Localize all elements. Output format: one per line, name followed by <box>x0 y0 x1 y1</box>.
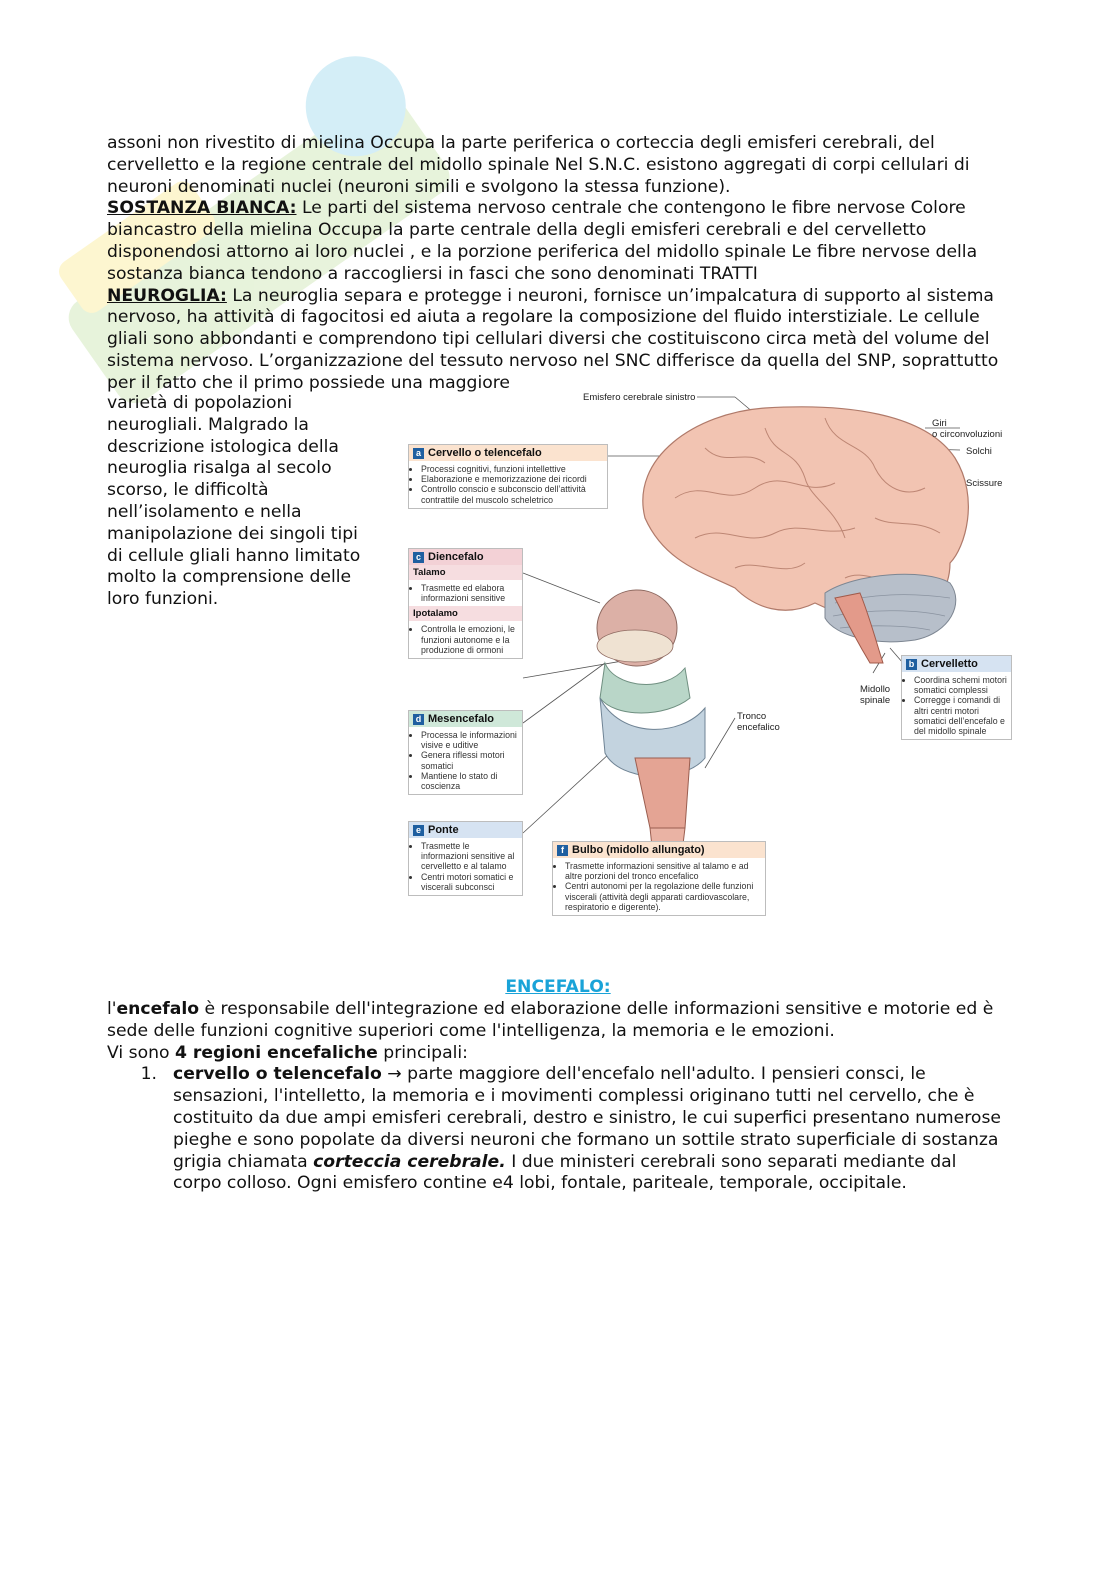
label-brainstem: Tronco encefalico <box>737 711 780 733</box>
thalamus-subtitle: Talamo <box>409 565 522 580</box>
encefalo-section <box>107 999 1007 1195</box>
box-pons <box>408 821 523 896</box>
box-midbrain <box>408 710 523 795</box>
list-item: • Trasmette informazioni sensitive al talamo e ad altre porzioni del tronco encefalico <box>565 861 761 881</box>
list-item <box>107 1064 1007 1195</box>
encefalo-paragraph <box>107 999 1007 1043</box>
box-cerebellum-list <box>902 675 1011 736</box>
box-pons-header <box>409 822 522 838</box>
list-item: • Centri motori somatici e viscerali subconsci <box>421 872 518 892</box>
neuroglia-heading: NEUROGLIA: <box>107 285 227 306</box>
badge-c: c <box>413 552 424 563</box>
box-midbrain-header <box>409 711 522 727</box>
box-cerebrum-header <box>409 445 607 461</box>
hypothalamus-subtitle: Ipotalamo <box>409 606 522 621</box>
label-gyri: Giri o circonvoluzioni <box>932 418 1003 440</box>
list-item: • Processi cognitivi, funzioni intellettive <box>421 464 603 474</box>
neuroglia-paragraph <box>107 286 1007 395</box>
label-left-hemisphere: Emisfero cerebrale sinistro <box>583 392 696 403</box>
intro-text <box>107 133 1007 395</box>
list-number: 1. <box>140 1064 157 1085</box>
label-spinal-cord: Midollo spinale <box>860 684 891 706</box>
list-item: • Trasmette le informazioni sensitive al cervelletto e al talamo <box>421 841 518 872</box>
box-diencephalon <box>408 548 523 659</box>
region-description: parte maggiore dell'encefalo nell'adulto. I pensieri consci, le sensazioni, l'intelletto, la memoria e i movimenti complessi originano tutti nel cervello, che è costituito da due ampi emisferi cerebrali, destro e sinistro, le cui superfici presentano numerose pieghe e sono popolate da diversi neuroni che formano un sottile strato superficiale di sostanza grigia chiamata <box>173 1064 1001 1172</box>
regions-suffix: principali: <box>377 1042 468 1063</box>
box-cerebrum-title: Cervello o telencefalo <box>428 447 542 459</box>
box-midbrain-title: Mesencefalo <box>428 713 495 725</box>
brain-figure <box>405 388 1025 928</box>
box-medulla-list <box>553 861 765 912</box>
encefalo-p1-prefix: l' <box>107 999 117 1019</box>
region-name: cervello o telencefalo <box>173 1064 382 1085</box>
white-matter-text: Le parti del sistema nervoso centrale che contengono le fibre nervose Colore biancastro della mielina Occupa la parte centrale della degli emisferi cerebrali e del cervelletto disponendosi attorno ai loro nuclei , e la porzione periferica del midollo spinale Le fibre nervose della sostanza bianca tendono a raccogliersi in fasci che sono denominati TRATTI <box>107 198 978 284</box>
neuroglia-wrap-text: varietà di popolazioni neurogliali. Malgrado la descrizione istologica della neuroglia risalga al secolo scorso, le difficoltà nell’isolamento e nella manipolazione dei singoli tipi di cellule gliali hanno limitato molto la comprensione delle loro funzioni. <box>107 393 361 610</box>
arrow-icon: → <box>381 1064 408 1085</box>
list-item: • Trasmette ed elabora informazioni sensitive <box>421 583 518 603</box>
box-diencephalon-title: Diencefalo <box>428 551 484 563</box>
box-medulla-header <box>553 842 765 858</box>
regions-prefix: Vi sono <box>107 1042 175 1063</box>
list-item: • Controlla le emozioni, le funzioni autonome e la produzione di ormoni <box>421 624 518 655</box>
badge-e: e <box>413 825 424 836</box>
list-item: • Coordina schemi motori somatici complessi <box>914 675 1007 695</box>
box-pons-title: Ponte <box>428 824 459 836</box>
encefalo-heading: ENCEFALO: <box>505 977 611 997</box>
thalamus-list <box>409 583 522 603</box>
badge-d: d <box>413 714 424 725</box>
grey-matter-paragraph: assoni non rivestito di mielina Occupa la parte periferica o corteccia degli emisferi cerebrali, del cervelletto e la regione centrale del midollo spinale Nel S.N.C. esistono aggregati di corpi cellulari di neuroni denominati nuclei (neuroni simili e svolgono la stessa funzione). <box>107 133 970 197</box>
box-medulla <box>552 841 766 916</box>
list-item: • Elaborazione e memorizzazione dei ricordi <box>421 474 603 484</box>
cortex-term: corteccia cerebrale. <box>313 1151 506 1172</box>
list-item: • Corregge i comandi di altri centri motori somatici dell’encefalo e del midollo spinale <box>914 695 1007 736</box>
box-medulla-title: Bulbo (midollo allungato) <box>572 844 705 856</box>
encefalo-p1-text: è responsabile dell'integrazione ed elaborazione delle informazioni sensitive e motorie ed è sede delle funzioni cognitive superiori come l'intelligenza, la memoria e le emozioni. <box>107 999 994 1041</box>
list-item: • Mantiene lo stato di coscienza <box>421 771 518 791</box>
list-item: • Processa le informazioni visive e uditive <box>421 730 518 750</box>
neuroglia-text: La neuroglia separa e protegge i neuroni, fornisce un’impalcatura di supporto al sistema nervoso, ha attività di fagocitosi ed aiuta a regolare la composizione del fluido interstiziale. Le cellule gliali sono abbondanti e comprendono tipi cellulari diversi che costituiscono circa metà del volume del sistema nervoso. L’organizzazione del tessuto nervoso nel SNC differisce da quella del SNP, soprattutto per il fatto che il primo possiede una maggiore <box>107 285 999 393</box>
regions-intro <box>107 1043 1007 1065</box>
box-diencephalon-header <box>409 549 522 565</box>
list-item: • Centri autonomi per la regolazione delle funzioni viscerali (attività degli apparati cardiovascolare, respiratorio e digerente). <box>565 881 761 912</box>
box-cerebrum-list <box>409 464 607 505</box>
label-fissures: Scissure <box>966 478 1003 489</box>
hypothalamus-list <box>409 624 522 655</box>
badge-b: b <box>906 659 917 670</box>
white-matter-heading: SOSTANZA BIANCA: <box>107 198 297 219</box>
box-cerebellum-title: Cervelletto <box>921 658 978 670</box>
box-cerebellum-header <box>902 656 1011 672</box>
list-item: • Genera riflessi motori somatici <box>421 750 518 770</box>
box-cerebellum <box>901 655 1012 740</box>
encefalo-term: encefalo <box>116 999 200 1019</box>
white-matter-paragraph <box>107 198 1007 285</box>
box-cerebrum <box>408 444 608 509</box>
box-pons-list <box>409 841 522 892</box>
list-item-body <box>173 1064 1007 1195</box>
regions-list <box>107 1064 1007 1195</box>
label-sulci: Solchi <box>966 446 992 457</box>
badge-f: f <box>557 845 568 856</box>
list-item: • Controllo conscio e subconscio dell’attività contrattile del muscolo scheletrico <box>421 484 603 504</box>
region-description-end: I due ministeri cerebrali sono separati mediante dal corpo colloso. Ogni emisfero contine e4 lobi, fontale, pariteale, temporale, occipitale. <box>173 1151 957 1194</box>
badge-a: a <box>413 448 424 459</box>
regions-count: 4 regioni encefaliche <box>174 1042 378 1063</box>
box-midbrain-list <box>409 730 522 791</box>
